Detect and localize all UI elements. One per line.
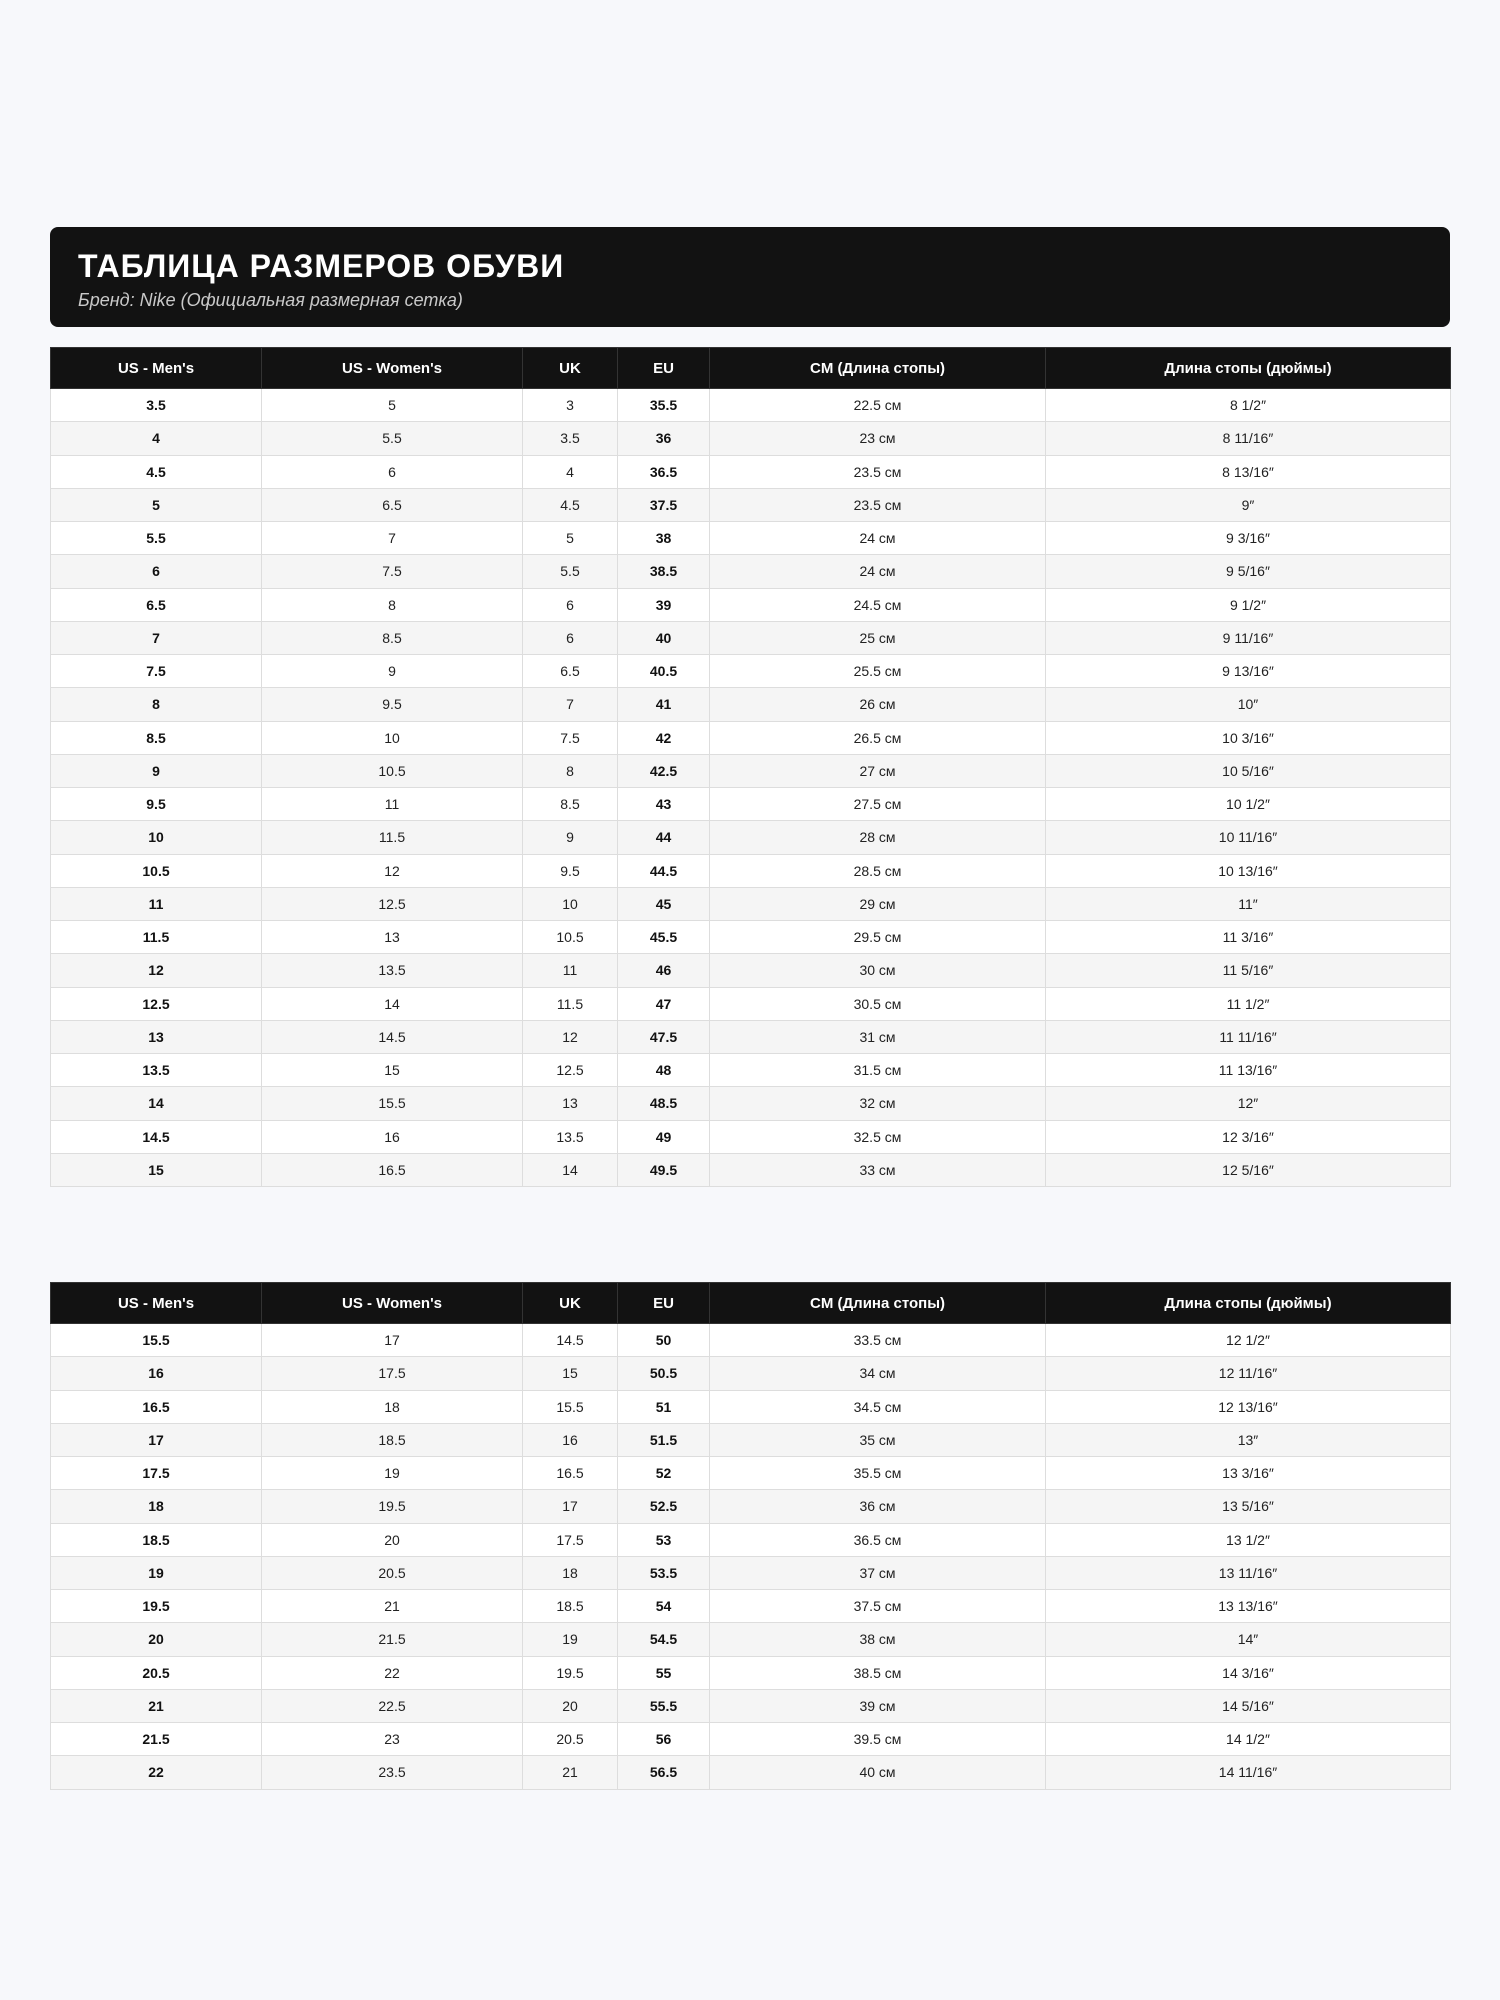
- cell-us-women: 10.5: [262, 754, 523, 787]
- table-row: [51, 1087, 1451, 1120]
- cell-us-women: 21.5: [262, 1623, 523, 1656]
- cell-eu: 36: [618, 422, 710, 455]
- cell-eu: 48: [618, 1054, 710, 1087]
- page-header: [50, 227, 1450, 327]
- table-row: [51, 1523, 1451, 1556]
- col-cm: CM (Длина стопы): [710, 1283, 1046, 1324]
- cell-uk: 6.5: [523, 655, 618, 688]
- cell-us-women: 7: [262, 522, 523, 555]
- cell-cm: 35 см: [710, 1423, 1046, 1456]
- table-row: [51, 455, 1451, 488]
- cell-eu: 35.5: [618, 389, 710, 422]
- cell-uk: 19.5: [523, 1656, 618, 1689]
- cell-us-men: 4: [51, 422, 262, 455]
- cell-eu: 43: [618, 788, 710, 821]
- cell-uk: 8: [523, 754, 618, 787]
- cell-eu: 45: [618, 887, 710, 920]
- cell-us-women: 16.5: [262, 1153, 523, 1186]
- table-header: [51, 1283, 1451, 1324]
- cell-us-women: 8: [262, 588, 523, 621]
- cell-inches: 9 13/16″: [1046, 655, 1451, 688]
- table-row: [51, 1423, 1451, 1456]
- col-uk: UK: [523, 1283, 618, 1324]
- cell-eu: 52: [618, 1457, 710, 1490]
- cell-cm: 38.5 см: [710, 1656, 1046, 1689]
- cell-uk: 14.5: [523, 1324, 618, 1357]
- cell-us-men: 14: [51, 1087, 262, 1120]
- cell-eu: 38.5: [618, 555, 710, 588]
- cell-us-men: 7.5: [51, 655, 262, 688]
- cell-us-men: 18.5: [51, 1523, 262, 1556]
- cell-eu: 56: [618, 1723, 710, 1756]
- cell-us-men: 17.5: [51, 1457, 262, 1490]
- cell-uk: 6: [523, 621, 618, 654]
- table-row: [51, 987, 1451, 1020]
- cell-cm: 34 см: [710, 1357, 1046, 1390]
- cell-inches: 12 3/16″: [1046, 1120, 1451, 1153]
- cell-eu: 45.5: [618, 921, 710, 954]
- cell-eu: 40: [618, 621, 710, 654]
- cell-us-women: 17: [262, 1324, 523, 1357]
- cell-uk: 12.5: [523, 1054, 618, 1087]
- cell-uk: 16: [523, 1423, 618, 1456]
- cell-us-men: 4.5: [51, 455, 262, 488]
- cell-uk: 6: [523, 588, 618, 621]
- page-title: ТАБЛИЦА РАЗМЕРОВ ОБУВИ: [78, 248, 565, 284]
- cell-eu: 48.5: [618, 1087, 710, 1120]
- table-row: [51, 954, 1451, 987]
- cell-us-men: 22: [51, 1756, 262, 1789]
- table-row: [51, 1020, 1451, 1053]
- cell-us-men: 11.5: [51, 921, 262, 954]
- cell-uk: 18: [523, 1556, 618, 1589]
- cell-cm: 26 см: [710, 688, 1046, 721]
- cell-us-men: 6.5: [51, 588, 262, 621]
- cell-us-women: 6.5: [262, 488, 523, 521]
- cell-inches: 8 1/2″: [1046, 389, 1451, 422]
- cell-uk: 10.5: [523, 921, 618, 954]
- cell-eu: 40.5: [618, 655, 710, 688]
- col-eu: EU: [618, 1283, 710, 1324]
- cell-cm: 37 см: [710, 1556, 1046, 1589]
- cell-inches: 11 3/16″: [1046, 921, 1451, 954]
- cell-us-men: 11: [51, 887, 262, 920]
- table-row: [51, 588, 1451, 621]
- cell-eu: 49.5: [618, 1153, 710, 1186]
- brand-subtitle: Бренд: Nike (Официальная размерная сетка): [78, 290, 463, 310]
- cell-us-women: 18: [262, 1390, 523, 1423]
- cell-cm: 27.5 см: [710, 788, 1046, 821]
- cell-inches: 10 1/2″: [1046, 788, 1451, 821]
- cell-us-women: 15: [262, 1054, 523, 1087]
- cell-us-women: 22.5: [262, 1689, 523, 1722]
- cell-inches: 12 1/2″: [1046, 1324, 1451, 1357]
- table-row: [51, 1756, 1451, 1789]
- col-us-men: US - Men's: [51, 348, 262, 389]
- cell-cm: 31 см: [710, 1020, 1046, 1053]
- cell-inches: 13″: [1046, 1423, 1451, 1456]
- cell-cm: 32 см: [710, 1087, 1046, 1120]
- cell-us-women: 20: [262, 1523, 523, 1556]
- table-row: [51, 1357, 1451, 1390]
- cell-eu: 46: [618, 954, 710, 987]
- cell-uk: 21: [523, 1756, 618, 1789]
- cell-uk: 9.5: [523, 854, 618, 887]
- table-row: [51, 821, 1451, 854]
- cell-inches: 14 5/16″: [1046, 1689, 1451, 1722]
- table-row: [51, 522, 1451, 555]
- cell-cm: 23 см: [710, 422, 1046, 455]
- col-inches: Длина стопы (дюймы): [1046, 1283, 1451, 1324]
- cell-cm: 25.5 см: [710, 655, 1046, 688]
- header-row: [51, 1283, 1451, 1324]
- cell-inches: 10 3/16″: [1046, 721, 1451, 754]
- cell-eu: 56.5: [618, 1756, 710, 1789]
- cell-cm: 29 см: [710, 887, 1046, 920]
- cell-us-men: 17: [51, 1423, 262, 1456]
- cell-inches: 11″: [1046, 887, 1451, 920]
- table-row: [51, 488, 1451, 521]
- col-eu: EU: [618, 348, 710, 389]
- cell-us-men: 13: [51, 1020, 262, 1053]
- cell-uk: 5.5: [523, 555, 618, 588]
- cell-inches: 9 11/16″: [1046, 621, 1451, 654]
- cell-us-men: 5.5: [51, 522, 262, 555]
- cell-eu: 39: [618, 588, 710, 621]
- cell-uk: 13.5: [523, 1120, 618, 1153]
- cell-cm: 28 см: [710, 821, 1046, 854]
- cell-eu: 51.5: [618, 1423, 710, 1456]
- cell-eu: 50: [618, 1324, 710, 1357]
- cell-us-women: 16: [262, 1120, 523, 1153]
- cell-us-women: 22: [262, 1656, 523, 1689]
- cell-cm: 22.5 см: [710, 389, 1046, 422]
- cell-us-men: 12.5: [51, 987, 262, 1020]
- table-row: [51, 887, 1451, 920]
- cell-uk: 14: [523, 1153, 618, 1186]
- cell-eu: 49: [618, 1120, 710, 1153]
- cell-eu: 53: [618, 1523, 710, 1556]
- cell-cm: 23.5 см: [710, 488, 1046, 521]
- cell-cm: 30.5 см: [710, 987, 1046, 1020]
- cell-uk: 15: [523, 1357, 618, 1390]
- cell-cm: 28.5 см: [710, 854, 1046, 887]
- table-row: [51, 788, 1451, 821]
- col-uk: UK: [523, 348, 618, 389]
- cell-us-women: 14.5: [262, 1020, 523, 1053]
- cell-cm: 24.5 см: [710, 588, 1046, 621]
- cell-cm: 24 см: [710, 522, 1046, 555]
- cell-uk: 16.5: [523, 1457, 618, 1490]
- cell-inches: 10 5/16″: [1046, 754, 1451, 787]
- table-row: [51, 422, 1451, 455]
- cell-inches: 12 13/16″: [1046, 1390, 1451, 1423]
- cell-eu: 42: [618, 721, 710, 754]
- cell-uk: 4.5: [523, 488, 618, 521]
- cell-eu: 54: [618, 1590, 710, 1623]
- table-body: [51, 1324, 1451, 1790]
- cell-eu: 55.5: [618, 1689, 710, 1722]
- cell-uk: 20.5: [523, 1723, 618, 1756]
- cell-us-men: 9: [51, 754, 262, 787]
- cell-uk: 3.5: [523, 422, 618, 455]
- cell-inches: 12 5/16″: [1046, 1153, 1451, 1186]
- table-row: [51, 1623, 1451, 1656]
- cell-eu: 36.5: [618, 455, 710, 488]
- cell-us-women: 23: [262, 1723, 523, 1756]
- table-body: [51, 389, 1451, 1187]
- cell-us-women: 12: [262, 854, 523, 887]
- col-cm: CM (Длина стопы): [710, 348, 1046, 389]
- cell-uk: 8.5: [523, 788, 618, 821]
- header-row: [51, 348, 1451, 389]
- col-us-women: US - Women's: [262, 1283, 523, 1324]
- cell-eu: 37.5: [618, 488, 710, 521]
- cell-us-women: 18.5: [262, 1423, 523, 1456]
- cell-us-women: 23.5: [262, 1756, 523, 1789]
- cell-inches: 10 11/16″: [1046, 821, 1451, 854]
- size-table-1: [50, 347, 1451, 1187]
- cell-us-women: 6: [262, 455, 523, 488]
- cell-eu: 53.5: [618, 1556, 710, 1589]
- cell-cm: 39.5 см: [710, 1723, 1046, 1756]
- cell-cm: 29.5 см: [710, 921, 1046, 954]
- cell-us-women: 9: [262, 655, 523, 688]
- cell-cm: 27 см: [710, 754, 1046, 787]
- cell-us-women: 7.5: [262, 555, 523, 588]
- cell-uk: 10: [523, 887, 618, 920]
- cell-us-women: 17.5: [262, 1357, 523, 1390]
- cell-us-women: 8.5: [262, 621, 523, 654]
- cell-us-women: 15.5: [262, 1087, 523, 1120]
- cell-inches: 10 13/16″: [1046, 854, 1451, 887]
- cell-us-women: 19.5: [262, 1490, 523, 1523]
- cell-cm: 31.5 см: [710, 1054, 1046, 1087]
- cell-us-men: 19.5: [51, 1590, 262, 1623]
- table-row: [51, 1054, 1451, 1087]
- table-header: [51, 348, 1451, 389]
- cell-us-women: 9.5: [262, 688, 523, 721]
- cell-uk: 3: [523, 389, 618, 422]
- cell-uk: 7.5: [523, 721, 618, 754]
- cell-us-men: 8: [51, 688, 262, 721]
- cell-cm: 32.5 см: [710, 1120, 1046, 1153]
- cell-inches: 12 11/16″: [1046, 1357, 1451, 1390]
- cell-inches: 8 11/16″: [1046, 422, 1451, 455]
- cell-cm: 26.5 см: [710, 721, 1046, 754]
- cell-cm: 35.5 см: [710, 1457, 1046, 1490]
- cell-us-women: 19: [262, 1457, 523, 1490]
- cell-uk: 18.5: [523, 1590, 618, 1623]
- cell-us-men: 13.5: [51, 1054, 262, 1087]
- table-row: [51, 688, 1451, 721]
- cell-cm: 34.5 см: [710, 1390, 1046, 1423]
- table-row: [51, 854, 1451, 887]
- table-row: [51, 1590, 1451, 1623]
- cell-us-men: 8.5: [51, 721, 262, 754]
- cell-cm: 36.5 см: [710, 1523, 1046, 1556]
- cell-uk: 11: [523, 954, 618, 987]
- cell-eu: 51: [618, 1390, 710, 1423]
- cell-us-women: 5.5: [262, 422, 523, 455]
- cell-uk: 5: [523, 522, 618, 555]
- cell-cm: 30 см: [710, 954, 1046, 987]
- cell-eu: 38: [618, 522, 710, 555]
- table-row: [51, 721, 1451, 754]
- cell-us-women: 11.5: [262, 821, 523, 854]
- cell-us-women: 5: [262, 389, 523, 422]
- table-row: [51, 621, 1451, 654]
- cell-inches: 11 1/2″: [1046, 987, 1451, 1020]
- col-us-women: US - Women's: [262, 348, 523, 389]
- cell-uk: 20: [523, 1689, 618, 1722]
- cell-inches: 9″: [1046, 488, 1451, 521]
- cell-us-men: 14.5: [51, 1120, 262, 1153]
- cell-uk: 9: [523, 821, 618, 854]
- cell-cm: 23.5 см: [710, 455, 1046, 488]
- cell-inches: 9 1/2″: [1046, 588, 1451, 621]
- cell-inches: 14 11/16″: [1046, 1756, 1451, 1789]
- cell-us-women: 12.5: [262, 887, 523, 920]
- table-row: [51, 1490, 1451, 1523]
- cell-inches: 12″: [1046, 1087, 1451, 1120]
- cell-cm: 40 см: [710, 1756, 1046, 1789]
- cell-us-men: 10.5: [51, 854, 262, 887]
- cell-eu: 41: [618, 688, 710, 721]
- cell-inches: 14 1/2″: [1046, 1723, 1451, 1756]
- cell-inches: 13 5/16″: [1046, 1490, 1451, 1523]
- cell-us-men: 18: [51, 1490, 262, 1523]
- cell-uk: 17.5: [523, 1523, 618, 1556]
- table-row: [51, 1120, 1451, 1153]
- cell-us-women: 13: [262, 921, 523, 954]
- cell-cm: 39 см: [710, 1689, 1046, 1722]
- cell-uk: 19: [523, 1623, 618, 1656]
- table-row: [51, 1656, 1451, 1689]
- cell-us-women: 10: [262, 721, 523, 754]
- cell-us-men: 7: [51, 621, 262, 654]
- cell-us-men: 10: [51, 821, 262, 854]
- table-row: [51, 1153, 1451, 1186]
- table-row: [51, 921, 1451, 954]
- cell-us-men: 16.5: [51, 1390, 262, 1423]
- cell-us-men: 21: [51, 1689, 262, 1722]
- cell-cm: 33 см: [710, 1153, 1046, 1186]
- table-row: [51, 754, 1451, 787]
- table-row: [51, 1457, 1451, 1490]
- cell-us-men: 21.5: [51, 1723, 262, 1756]
- cell-us-women: 11: [262, 788, 523, 821]
- cell-us-men: 20.5: [51, 1656, 262, 1689]
- cell-us-women: 20.5: [262, 1556, 523, 1589]
- cell-uk: 12: [523, 1020, 618, 1053]
- cell-eu: 47: [618, 987, 710, 1020]
- cell-us-men: 20: [51, 1623, 262, 1656]
- cell-inches: 13 1/2″: [1046, 1523, 1451, 1556]
- table-row: [51, 389, 1451, 422]
- cell-uk: 7: [523, 688, 618, 721]
- cell-inches: 13 13/16″: [1046, 1590, 1451, 1623]
- cell-eu: 50.5: [618, 1357, 710, 1390]
- cell-eu: 54.5: [618, 1623, 710, 1656]
- cell-inches: 9 5/16″: [1046, 555, 1451, 588]
- table-row: [51, 1689, 1451, 1722]
- cell-eu: 47.5: [618, 1020, 710, 1053]
- cell-cm: 36 см: [710, 1490, 1046, 1523]
- cell-cm: 33.5 см: [710, 1324, 1046, 1357]
- cell-inches: 10″: [1046, 688, 1451, 721]
- cell-inches: 13 11/16″: [1046, 1556, 1451, 1589]
- cell-inches: 11 13/16″: [1046, 1054, 1451, 1087]
- col-us-men: US - Men's: [51, 1283, 262, 1324]
- cell-us-men: 19: [51, 1556, 262, 1589]
- cell-uk: 15.5: [523, 1390, 618, 1423]
- cell-us-men: 5: [51, 488, 262, 521]
- size-table-2: [50, 1282, 1451, 1790]
- cell-uk: 17: [523, 1490, 618, 1523]
- table-row: [51, 1324, 1451, 1357]
- cell-eu: 44: [618, 821, 710, 854]
- cell-inches: 11 5/16″: [1046, 954, 1451, 987]
- cell-eu: 52.5: [618, 1490, 710, 1523]
- cell-inches: 9 3/16″: [1046, 522, 1451, 555]
- cell-us-men: 9.5: [51, 788, 262, 821]
- cell-cm: 24 см: [710, 555, 1046, 588]
- cell-uk: 13: [523, 1087, 618, 1120]
- cell-eu: 55: [618, 1656, 710, 1689]
- table-row: [51, 1723, 1451, 1756]
- cell-cm: 25 см: [710, 621, 1046, 654]
- cell-us-men: 12: [51, 954, 262, 987]
- cell-us-men: 6: [51, 555, 262, 588]
- cell-uk: 4: [523, 455, 618, 488]
- cell-inches: 14 3/16″: [1046, 1656, 1451, 1689]
- table-row: [51, 1390, 1451, 1423]
- cell-inches: 11 11/16″: [1046, 1020, 1451, 1053]
- cell-us-men: 16: [51, 1357, 262, 1390]
- cell-us-women: 13.5: [262, 954, 523, 987]
- cell-cm: 37.5 см: [710, 1590, 1046, 1623]
- cell-us-women: 21: [262, 1590, 523, 1623]
- cell-us-men: 15.5: [51, 1324, 262, 1357]
- cell-cm: 38 см: [710, 1623, 1046, 1656]
- col-inches: Длина стопы (дюймы): [1046, 348, 1451, 389]
- cell-inches: 13 3/16″: [1046, 1457, 1451, 1490]
- table-row: [51, 655, 1451, 688]
- table-row: [51, 555, 1451, 588]
- cell-uk: 11.5: [523, 987, 618, 1020]
- table-row: [51, 1556, 1451, 1589]
- cell-inches: 8 13/16″: [1046, 455, 1451, 488]
- cell-us-men: 15: [51, 1153, 262, 1186]
- cell-us-men: 3.5: [51, 389, 262, 422]
- cell-inches: 14″: [1046, 1623, 1451, 1656]
- cell-eu: 42.5: [618, 754, 710, 787]
- cell-eu: 44.5: [618, 854, 710, 887]
- cell-us-women: 14: [262, 987, 523, 1020]
